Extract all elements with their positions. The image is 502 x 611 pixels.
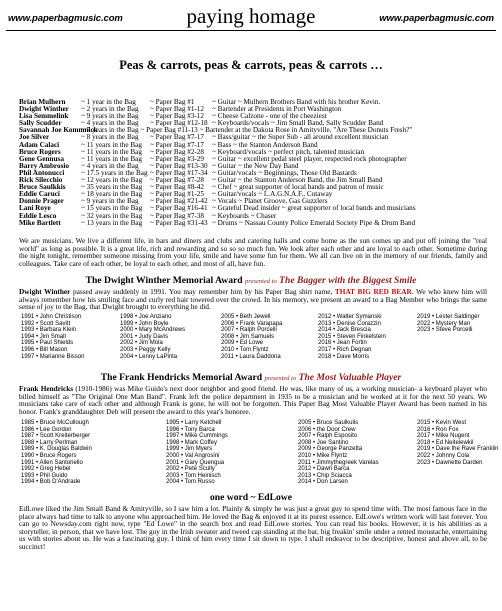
- winner-entry: 1987 • Scott Kreiterberger: [21, 433, 91, 440]
- winner-entry: 2005 • Bruce Saulkulis: [298, 420, 359, 426]
- roster-name: Savannah Joe Kommnick: [19, 126, 98, 135]
- roster-issues: ~ Paper Bag #12-18: [150, 119, 208, 128]
- roster-name: Barry Ambrosio: [19, 161, 69, 170]
- roster-name: Rick Silecchio: [19, 176, 63, 185]
- winner-entry: 2011 • Jimmythegreek Varelas: [298, 459, 379, 466]
- winner-entry: 1999 • Jim Myers: [166, 446, 213, 453]
- winner-entry: 1993 • Barbara Klein: [21, 327, 77, 334]
- roster-description: ~ Guitar ~ the New Day Band: [212, 161, 299, 170]
- winner-entry: 1991 • John Christison: [21, 314, 82, 320]
- header-url-left: www.paperbagmusic.com: [8, 13, 123, 24]
- roster-description: ~ Chef ~ great supporter of local bands and patron of music: [212, 183, 384, 192]
- roster-description: ~ Guitar/vocals ~ L.A.G.N.A.F., Cutaway: [212, 190, 333, 199]
- winner-entry: 2019 • Dave the Rave Franklin: [417, 446, 499, 453]
- winner-entry: 2009 • George Panzetta: [298, 446, 363, 453]
- roster-years: ~ 11 years in the Bag: [81, 147, 142, 156]
- roster-row: [19, 220, 494, 227]
- roster-years: ~ 11 years in the Bag: [81, 140, 142, 149]
- winner-entry: 2017 • Mike Nugent: [417, 433, 470, 440]
- winther-honoree: The Bagger with the Biggest Smile: [279, 275, 417, 286]
- roster-issues: ~ Paper Bag #3-12: [150, 112, 204, 121]
- winner-entry: 2012 • Walter Symanski: [318, 314, 382, 320]
- member-roster: [19, 99, 494, 227]
- winner-entry: 1997 • Mike Cummings: [166, 433, 228, 440]
- hendricks-honoree: The Most Valuable Player: [298, 372, 402, 383]
- roster-issues: ~ Paper Bag #21-42: [150, 197, 208, 206]
- winner-entry: 1996 • Tony Barca: [166, 426, 215, 433]
- winner-entry: 1999 • John Boyle: [120, 320, 169, 327]
- hendricks-name: Frank Hendricks: [19, 384, 74, 393]
- winther-paragraph: [19, 288, 487, 311]
- roster-years: ~ 12 years in the Bag: [81, 176, 143, 185]
- hendricks-award-title: The Frank Hendricks Memorial Award: [100, 372, 263, 383]
- winner-entry: 1988 • Larry Perlman: [21, 439, 78, 446]
- winner-entry: 2013 • Denise Corazzin: [318, 320, 381, 327]
- winner-entry: 1996 • Bill Mason: [21, 346, 68, 353]
- roster-issues: ~ Paper Bag #16-41: [150, 204, 208, 213]
- winner-entry: 2016 • Ron Fox: [417, 426, 459, 433]
- header-url-right: www.paperbagmusic.com: [379, 13, 494, 24]
- winner-entry: 1994 • Jim Small: [21, 333, 66, 340]
- roster-issues: ~ Paper Bag #31-43: [150, 218, 208, 227]
- winner-entry: 1989 • K. Douglas Baldwin: [21, 446, 92, 453]
- roster-description: ~ Keyboards ~ Chaser: [212, 211, 277, 220]
- winther-award-heading: [0, 275, 502, 286]
- winther-text-a: passed away suddenly in 1991. You may remember him by his Paper Bag shirt name,: [70, 287, 335, 296]
- roster-issues: ~ Paper Bag #1: [150, 98, 195, 106]
- winner-entry: 2003 • Tom Heinisch: [166, 472, 221, 479]
- winner-entry: 2002 • Jim Mola: [120, 340, 163, 347]
- roster-years: ~ 18 years in the Bag: [81, 190, 143, 199]
- winners-column: [298, 420, 418, 486]
- winner-entry: 2011 • Laura Daddona: [221, 353, 281, 360]
- winner-entry: 2004 • Lenny LaPinta: [120, 353, 178, 360]
- roster-description: ~ Drums ~ Nassau County Police Emerald Society Pipe & Drum Band: [212, 218, 416, 227]
- roster-name: Gene Gennusa: [19, 154, 64, 163]
- roster-issues: ~ Paper Bag #13-30: [150, 161, 208, 170]
- hendricks-presented: presented to: [264, 375, 297, 382]
- winner-entry: 2022 • Mystery Man: [417, 320, 471, 327]
- roster-years: ~ 8 years in the Bag: [81, 133, 139, 142]
- winner-entry: 2004 • Tom Russo: [166, 479, 215, 486]
- roster-years: ~ 17.5 years in the Bag: [81, 168, 148, 177]
- winther-name: Dwight Winther: [19, 287, 71, 296]
- winner-entry: 2001 • Gary Quengua: [166, 459, 225, 466]
- roster-years: ~ 4 years in the Bag: [81, 119, 139, 128]
- roster-name: Bruce Rogers: [19, 147, 61, 156]
- winner-entry: 2000 • Mary McAndrews: [120, 327, 186, 334]
- winner-entry: 1991 • Allen Santoriello: [21, 459, 83, 466]
- intro-paragraph: We are musicians. We live a different life, in bars and diners and clubs and catering halls and come home as the sun comes up and put off joining the "real world" as long as possible. It is a great life, rich and rewarding and so so so much fun. We look after each other and are loyal to each other. Sometime during the night tonight, remember someone missing from your life, smile and have some fun for them. We all can live on in the memory of our friends, family and colleagues. Take care of each other, be loyal to each other, and most of all, have fun.: [19, 236, 487, 268]
- roster-name: Eddie Lesco: [19, 211, 57, 220]
- roster-name: Donnie Prager: [19, 197, 64, 206]
- winther-presented: presented to: [245, 278, 277, 285]
- roster-name: Joe Silver: [19, 133, 50, 142]
- roster-issues: ~ Paper Bag #1-12: [150, 105, 204, 114]
- winner-entry: 2010 • Tom Flyntz: [221, 346, 269, 353]
- roster-issues: ~ Paper Bag #1-25: [150, 190, 204, 199]
- roster-issues: ~ Paper Bag #7-17: [150, 133, 204, 142]
- roster-description: ~ Keyboards/vocals ~ Jim Small Band, Sally Scudder Band: [212, 119, 384, 128]
- winners-column: [21, 420, 141, 486]
- winner-entry: 2008 • Joe Santino: [298, 439, 349, 446]
- winner-entry: 2002 • Pete Scully: [166, 466, 215, 473]
- winner-entry: 1993 • Phil Guido: [21, 472, 68, 479]
- winners-column: [417, 314, 502, 334]
- hendricks-paragraph: [19, 385, 487, 415]
- winner-entry: 1992 • Scott Savitt: [21, 320, 71, 327]
- winner-entry: 2007 • Ralph Esposito: [298, 433, 358, 440]
- roster-issues: ~ Paper Bag #7-17: [150, 140, 204, 149]
- winther-award-title: The Dwight Winther Memorial Award: [85, 275, 243, 286]
- roster-description: ~ Bartender at Presidents in Port Washington: [212, 105, 342, 114]
- roster-description: ~ Vocals ~ Planet Groove, Gas Guzzlers: [212, 197, 328, 206]
- roster-description: ~ Guitar ~ the Stanton Anderson Band, the Jim Small Band: [212, 176, 383, 185]
- roster-years: ~ 7 years in the Bag ~ Paper Bag #11-13 ~ Bartender at the Dakota Rose in Amityville. "Are These Donuts Fresh?": [81, 126, 413, 135]
- roster-issues: ~ Paper Bag #17-34: [150, 168, 208, 177]
- winner-entry: 1992 • Greg Hebel: [21, 466, 71, 473]
- hendricks-text: (1910-1986) was Mike Guido's next door neighbor and good friend. He was, like many of us, a working musician- a keyboard player who billed himself as "The Original One Man Band". Frank left the police department in 1935 to be a musician and he worked at it for the next 50 years. We musicians take care of each other and although Frank is gone, he will not be forgotten. This Paper Bag Most Valuable Player Award has been named in his honor. Frank's granddaughter Deb will present the award to this year's honoree.: [19, 384, 488, 416]
- winner-entry: 2018 • Dave Morris: [318, 353, 370, 360]
- page-title: paying homage: [186, 4, 316, 28]
- header-divider: [6, 30, 496, 31]
- roster-description: ~ Bass ~ the Stanton Anderson Band: [212, 140, 318, 149]
- roster-description: ~ Guitar ~ Mulhern Brothers Band with his brother Kevin.: [212, 98, 381, 106]
- winner-entry: 2003 • Peggy Kelly: [120, 346, 171, 353]
- roster-name: Phil Antonucci: [19, 168, 65, 177]
- roster-name: Bruce Saulkkis: [19, 183, 66, 192]
- roster-description: ~ Bass/guitar ~ the Super Sub - all around excellent musician: [212, 133, 389, 142]
- winner-entry: 2022 • Johnny Cola: [417, 452, 470, 459]
- roster-name: Adam Calaci: [19, 140, 60, 149]
- roster-years: ~ 2 years in the Bag: [81, 105, 139, 114]
- winther-text-b: . We who knew him will always remember how his smiling face and curly red hair towered over the crowd. In his memory, we present an award to a Bag Member who brings the same sense of joy to the Bag, that Dwight brought to everything he did.: [19, 287, 487, 312]
- winner-entry: 1997 • Marianne Bisson: [21, 353, 85, 360]
- roster-years: ~ 32 years in the Bag: [81, 211, 143, 220]
- winther-shirt-name: THAT BIG RED BEAR: [334, 287, 412, 296]
- winner-entry: 2014 • Jack Brescia: [318, 327, 371, 334]
- winner-entry: 2001 • Judy Davis: [120, 333, 169, 340]
- roster-name: Dwight Winther: [19, 105, 69, 114]
- winner-entry: 2012 • Dawn Barca: [298, 466, 350, 473]
- winner-entry: 1986 • Lee Gordon: [21, 426, 72, 433]
- winners-column: [166, 420, 286, 486]
- roster-name: Lisa Semmelink: [19, 112, 69, 121]
- winner-entry: 2015 • Steven Finkelstein: [318, 333, 386, 340]
- roster-issues: ~ Paper Bag #7-28: [150, 176, 204, 185]
- roster-name: Brian Mulhern: [19, 98, 66, 106]
- roster-description: ~ Guitar ~ excellent pedal steel player, respected rock photographer: [212, 154, 407, 163]
- winner-entry: 2009 • Ed Lowe: [221, 340, 264, 347]
- roster-years: ~ 9 years in the Bag: [81, 197, 139, 206]
- roster-issues: ~ Paper Bag #8-42: [150, 183, 204, 192]
- winner-entry: 2013 • Chip Sciacca: [298, 472, 352, 479]
- winner-entry: 2010 • Mike Flyntz: [298, 452, 348, 459]
- winner-entry: 2006 • the Door Crew: [298, 426, 356, 433]
- roster-description: ~ Guitar/vocals ~ Beginnings, Those Old Bastards: [212, 168, 357, 177]
- roster-years: ~ 11 years in the Bag: [81, 154, 142, 163]
- roster-years: ~ 4 years in the Bag: [81, 161, 139, 170]
- winner-entry: 2017 • Rich Degnan: [318, 346, 372, 353]
- winner-entry: 1998 • Mark Coffey: [166, 439, 218, 446]
- roster-years: ~ 13 years in the Bag: [81, 218, 143, 227]
- winner-entry: 2007 • Ralph Porcelli: [221, 327, 277, 334]
- winner-entry: 2015 • Kevin West: [417, 420, 467, 426]
- lowe-heading: one word ~ EdLowe: [209, 492, 292, 503]
- winner-entry: 1994 • Bob D'Andrade: [21, 479, 81, 486]
- winners-column: [417, 420, 502, 466]
- winner-entry: 2023 • Steve Porcelli: [417, 327, 473, 334]
- roster-description: ~ Grateful Dead insider ~ great supporter of local bands and musicians: [212, 204, 416, 213]
- winner-entry: 2008 • Jim Samuels: [221, 333, 275, 340]
- winner-entry: 1998 • Joe Anziano: [120, 314, 172, 320]
- winner-entry: 1995 • Larry Ketchell: [166, 420, 222, 426]
- roster-issues: ~ Paper Bag #7-38: [150, 211, 204, 220]
- roster-issues: ~ Paper Bag #3-29: [150, 154, 204, 163]
- subtitle: Peas & carrots, peas & carrots, peas & carrots …: [119, 58, 383, 72]
- roster-years: ~ 35 years in the Bag: [81, 183, 143, 192]
- roster-issues: ~ Paper Bag #2-28: [150, 147, 204, 156]
- roster-years: ~ 1 year in the Bag: [81, 98, 136, 106]
- winner-entry: 2023 • Dawnette Darden: [417, 459, 483, 466]
- winner-entry: 2014 • Don Larsen: [298, 479, 348, 486]
- winner-entry: 2000 • Val Angrosini: [166, 452, 220, 459]
- roster-description: ~ Keyboard/vocals ~ perfect pitch, talented musician: [212, 147, 365, 156]
- roster-name: Sally Scudder: [19, 119, 62, 128]
- winner-entry: 2019 • Lester Saldinger: [417, 314, 480, 320]
- roster-name: Lani Roye: [19, 204, 51, 213]
- header: [6, 4, 496, 28]
- winner-entry: 1990 • Bruce Rogers: [21, 452, 77, 459]
- roster-name: Eddie Caruci: [19, 190, 60, 199]
- hendricks-award-heading: [0, 372, 502, 383]
- winner-entry: 2016 • Jean Fortin: [318, 340, 367, 347]
- winner-entry: 1995 • Paul Shields: [21, 340, 74, 347]
- roster-years: ~ 9 years in the Bag: [81, 112, 139, 121]
- roster-description: ~ Cheese Calzone - one of the cheeziest: [212, 112, 327, 121]
- winner-entry: 2005 • Beth Jewell: [221, 314, 271, 320]
- lowe-paragraph: EdLowe liked the Jim Small Band & Amityville, so I saw him a lot. Plainly & simply he was just a great guy to spend time with. The most famous face in the place always had time to talk to anyone who approached him. He loved the Bag & enjoyed it at its purest essence. EdLowe's written work will last forever. You can go to Newsday.com right now, type "Ed Lowe" in the search box and read EdLowe stories. You can read his books. However, it is his abilities as a storyteller, in person, that we have lost. The guy in the Irish sweater and tweed cap standing at the bar, big freakin' smile under a rented moustache, entertaining us with stories about us. He was a fascinating guy. I think of him every time I sit down to type. I shall endeavor to be descriptive, honest and above all, to be succinct!: [19, 504, 487, 551]
- winner-entry: 2018 • Ed Neitelewkil: [417, 439, 474, 446]
- winner-entry: 1985 • Bruce McCullough: [21, 420, 89, 426]
- winner-entry: 2006 • Frank Varapapa: [221, 320, 283, 327]
- roster-years: ~ 15 years in the Bag: [81, 204, 143, 213]
- roster-name: Mike Bartlett: [19, 218, 61, 227]
